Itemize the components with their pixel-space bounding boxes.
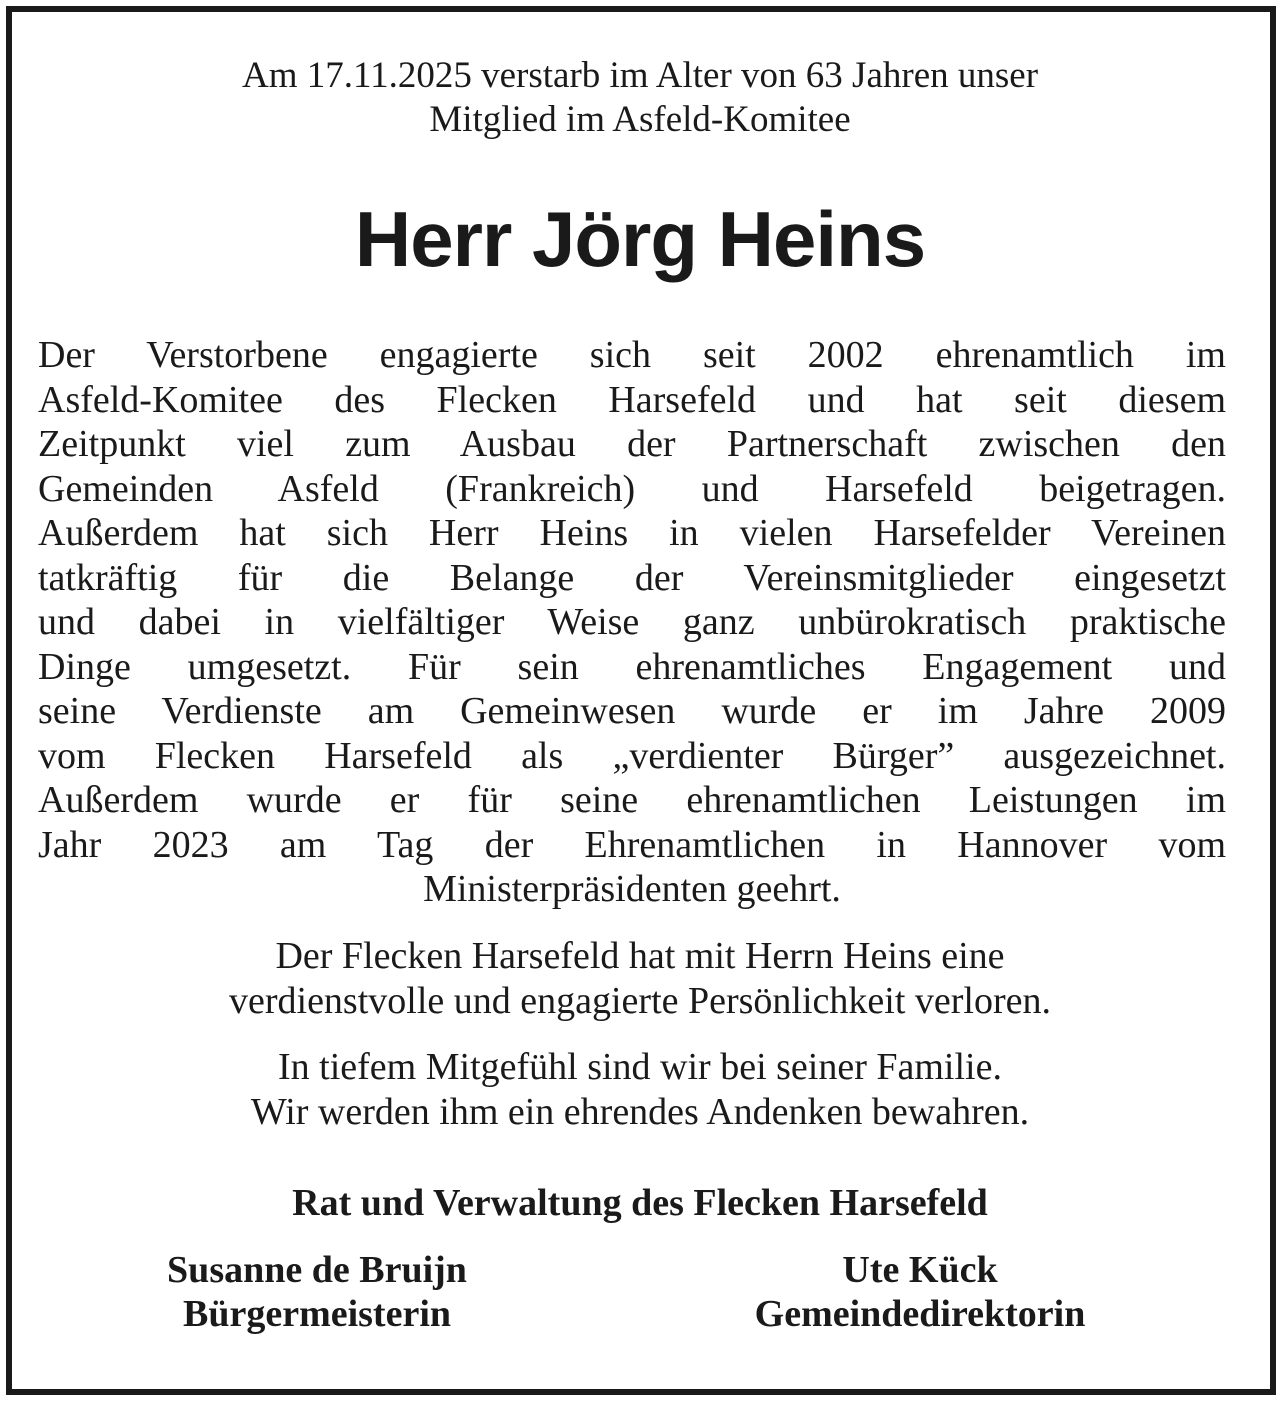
paragraph-condolence — [0, 1045, 1280, 1135]
signer-director — [720, 1248, 1120, 1336]
signer-mayor — [117, 1248, 517, 1336]
body-line: Asfeld-Komitee des Flecken Harsefeld und hat seit diesem — [38, 378, 1226, 421]
paragraph-loss — [0, 934, 1280, 1024]
paragraph-loss-line-2: verdienstvolle und engagierte Persönlichkeit verloren. — [228, 980, 1051, 1022]
intro-line-2: Mitglied im Asfeld-Komitee — [429, 99, 851, 140]
body-line: Der Verstorbene engagierte sich seit 2002 ehrenamtlich im — [38, 334, 1226, 376]
body-line: tatkräftig für die Belange der Vereinsmitglieder eingesetzt — [38, 556, 1226, 599]
body-line: Jahr 2023 am Tag der Ehrenamtlichen in Hannover vom — [38, 823, 1226, 866]
deceased-name: Herr Jörg Heins — [354, 195, 926, 283]
body-line: Dinge umgesetzt. Für sein ehrenamtliches Engagement und — [38, 645, 1226, 688]
body-line-last: Ministerpräsidenten geehrt. — [423, 868, 841, 910]
intro-line-1: Am 17.11.2025 verstarb im Alter von 63 Jahren unser — [241, 55, 1039, 96]
signer-name: Ute Kück — [842, 1249, 998, 1291]
signer-title: Bürgermeisterin — [182, 1293, 452, 1335]
body-line: Zeitpunkt viel zum Ausbau der Partnerschaft zwischen den — [38, 423, 1226, 465]
signer-title: Gemeindedirektorin — [754, 1293, 1086, 1335]
body-line: Außerdem hat sich Herr Heins in vielen Harsefelder Vereinen — [38, 512, 1226, 554]
body-line: vom Flecken Harsefeld als „verdienter Bürger” ausgezeichnet. — [38, 734, 1226, 777]
signoff-organization: Rat und Verwaltung des Flecken Harsefeld — [292, 1182, 988, 1224]
body-line: und dabei in vielfältiger Weise ganz unbürokratisch praktische — [38, 601, 1226, 643]
paragraph-condolence-line-1: In tiefem Mitgefühl sind wir bei seiner Familie. — [278, 1046, 1002, 1088]
paragraph-loss-line-1: Der Flecken Harsefeld hat mit Herrn Heins eine — [275, 935, 1005, 977]
body-line: Außerdem wurde er für seine ehrenamtlichen Leistungen im — [38, 779, 1226, 821]
signer-name: Susanne de Bruijn — [167, 1249, 467, 1291]
body-paragraph — [38, 333, 1226, 912]
intro-text — [0, 54, 1280, 142]
body-line: seine Verdienste am Gemeinwesen wurde er im Jahre 2009 — [38, 690, 1226, 732]
paragraph-condolence-line-2: Wir werden ihm ein ehrendes Andenken bewahren. — [250, 1091, 1030, 1133]
body-line: Gemeinden Asfeld (Frankreich) und Harsefeld beigetragen. — [38, 467, 1226, 510]
